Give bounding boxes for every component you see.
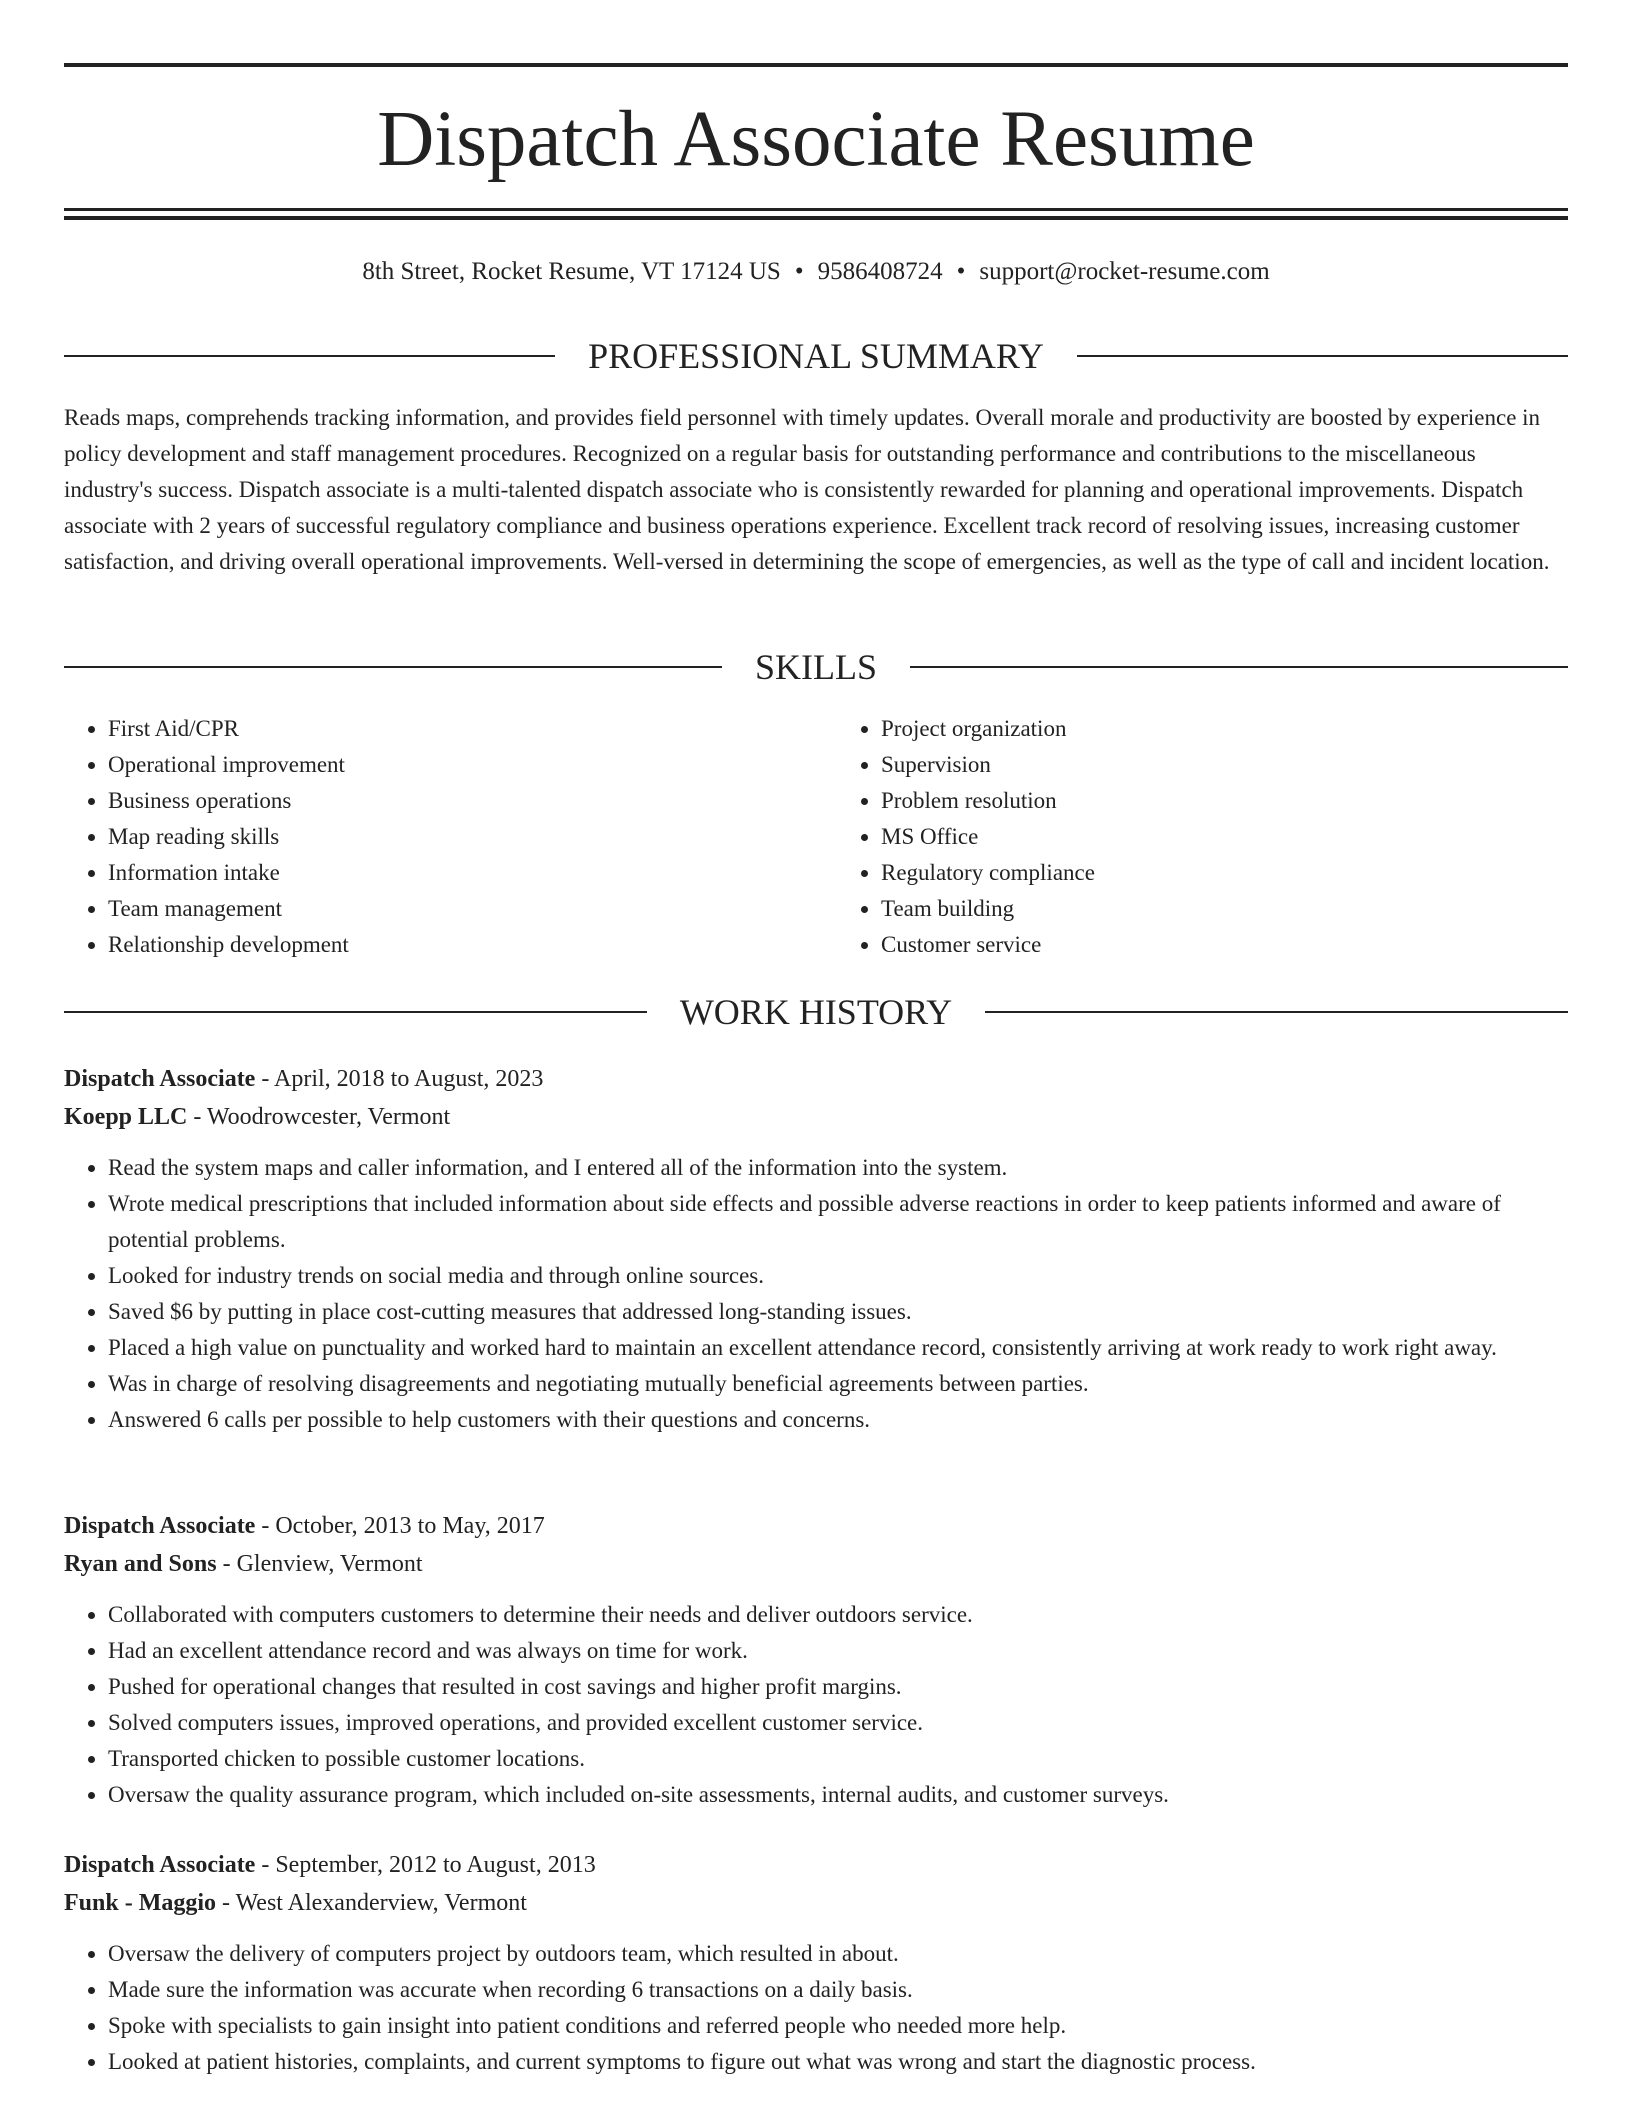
job-bullet: • Collaborated with computers customers to determine their needs and deliver outdoors service.: [108, 1597, 1568, 1633]
contact-phone: 9586408724: [817, 258, 943, 285]
job-dates: - April, 2018 to August, 2023: [261, 1066, 544, 1092]
skill-item: • Customer service: [881, 927, 1568, 963]
job-company-line: [64, 1098, 1568, 1136]
contact-line: [64, 254, 1568, 290]
job-location: - Glenview, Vermont: [222, 1551, 423, 1577]
job-company-line: [64, 1884, 1568, 1922]
job-bullet: • Saved $6 by putting in place cost-cutting measures that addressed long-standing issues.: [108, 1294, 1568, 1330]
job-title-line: [64, 1846, 1568, 1884]
summary-text: Reads maps, comprehends tracking information, and provides field personnel with timely updates. Overall morale and productivity are boosted by experience in policy development and staff management procedures. Recognized on a regular basis for outstanding performance and contributions to the miscellaneous industry's success. Dispatch associate is a multi-talented dispatch associate who is consistently rewarded for planning and operational improvements. Dispatch associate with 2 years of successful regulatory compliance and business operations experience. Excellent track record of resolving issues, increasing customer satisfaction, and driving overall operational improvements. Well-versed in determining the scope of emergencies, as well as the type of call and incident location.: [64, 405, 1550, 574]
skill-item: • Project organization: [881, 711, 1568, 747]
job-bullet: • Solved computers issues, improved operations, and provided excellent customer service.: [108, 1705, 1568, 1741]
job-bullet-list: [64, 1936, 1568, 2080]
heading-rule-right: [910, 666, 1568, 668]
job-bullet: • Oversaw the quality assurance program, which included on-site assessments, internal audits, and customer surveys.: [108, 1777, 1568, 1813]
job-bullet-list: [64, 1150, 1568, 1438]
work-heading: WORK HISTORY: [679, 992, 953, 1032]
job-bullet: • Pushed for operational changes that resulted in cost savings and higher profit margins.: [108, 1669, 1568, 1705]
summary-heading: PROFESSIONAL SUMMARY: [588, 336, 1044, 376]
job-title-line: [64, 1507, 1568, 1545]
job-bullet: • Read the system maps and caller information, and I entered all of the information into the system.: [108, 1150, 1568, 1186]
skill-item: • Team building: [881, 891, 1568, 927]
work-section-heading: [64, 990, 1568, 1034]
resume-title: Dispatch Associate Resume: [377, 96, 1255, 183]
job-title: Dispatch Associate: [64, 1513, 256, 1539]
job-title-line: [64, 1060, 1568, 1098]
skill-item: • First Aid/CPR: [108, 711, 795, 747]
skills-section-heading: [64, 645, 1568, 689]
job-company-line: [64, 1545, 1568, 1583]
job-bullet: • Made sure the information was accurate when recording 6 transactions on a daily basis.: [108, 1972, 1568, 2008]
job-entry: [64, 1846, 1568, 2080]
job-dates: - September, 2012 to August, 2013: [261, 1852, 596, 1878]
job-bullet-list: [64, 1597, 1568, 1813]
skill-item: • MS Office: [881, 819, 1568, 855]
top-divider: [64, 63, 1568, 67]
heading-rule-right: [1077, 355, 1568, 357]
job-company: Koepp LLC: [64, 1104, 188, 1130]
skill-item: • Regulatory compliance: [881, 855, 1568, 891]
job-title: Dispatch Associate: [64, 1852, 256, 1878]
job-company: Funk - Maggio: [64, 1890, 217, 1916]
contact-separator: •: [794, 258, 804, 285]
skill-item: • Relationship development: [108, 927, 795, 963]
job-bullet: • Spoke with specialists to gain insight into patient conditions and referred people who needed more help.: [108, 2008, 1568, 2044]
skill-item: • Map reading skills: [108, 819, 795, 855]
job-bullet: • Placed a high value on punctuality and worked hard to maintain an excellent attendance record, consistently arriving at work ready to work right away.: [108, 1330, 1568, 1366]
skill-item: • Business operations: [108, 783, 795, 819]
job-bullet: • Answered 6 calls per possible to help customers with their questions and concerns.: [108, 1402, 1568, 1438]
skill-item: • Problem resolution: [881, 783, 1568, 819]
job-title: Dispatch Associate: [64, 1066, 256, 1092]
heading-rule-left: [64, 1011, 647, 1013]
summary-section-heading: [64, 334, 1568, 378]
job-location: - Woodrowcester, Vermont: [193, 1104, 451, 1130]
contact-address: 8th Street, Rocket Resume, VT 17124 US: [362, 258, 781, 285]
job-bullet: • Looked for industry trends on social media and through online sources.: [108, 1258, 1568, 1294]
job-location: - West Alexanderview, Vermont: [222, 1890, 527, 1916]
job-bullet: • Was in charge of resolving disagreements and negotiating mutually beneficial agreements between parties.: [108, 1366, 1568, 1402]
job-bullet: • Wrote medical prescriptions that included information about side effects and possible adverse reactions in order to keep patients informed and aware of potential problems.: [108, 1186, 1568, 1258]
job-bullet: • Looked at patient histories, complaints, and current symptoms to figure out what was wrong and start the diagnostic process.: [108, 2044, 1568, 2080]
job-bullet: • Had an excellent attendance record and was always on time for work.: [108, 1633, 1568, 1669]
skill-item: • Operational improvement: [108, 747, 795, 783]
job-bullet: • Oversaw the delivery of computers project by outdoors team, which resulted in about.: [108, 1936, 1568, 1972]
skills-list: [64, 711, 1568, 963]
job-company: Ryan and Sons: [64, 1551, 217, 1577]
heading-rule-left: [64, 666, 722, 668]
skill-item: • Team management: [108, 891, 795, 927]
skill-item: • Supervision: [881, 747, 1568, 783]
skill-item: • Information intake: [108, 855, 795, 891]
heading-rule-right: [985, 1011, 1568, 1013]
skills-column-right: [837, 711, 1568, 963]
skills-heading: SKILLS: [755, 647, 878, 687]
heading-rule-left: [64, 355, 555, 357]
job-entry: [64, 1060, 1568, 1438]
job-entry: [64, 1507, 1568, 1813]
skills-column-left: [64, 711, 795, 963]
contact-separator: •: [956, 258, 966, 285]
job-dates: - October, 2013 to May, 2017: [261, 1513, 545, 1539]
title-double-divider: [64, 208, 1568, 220]
contact-email: support@rocket-resume.com: [979, 258, 1270, 285]
job-bullet: • Transported chicken to possible customer locations.: [108, 1741, 1568, 1777]
